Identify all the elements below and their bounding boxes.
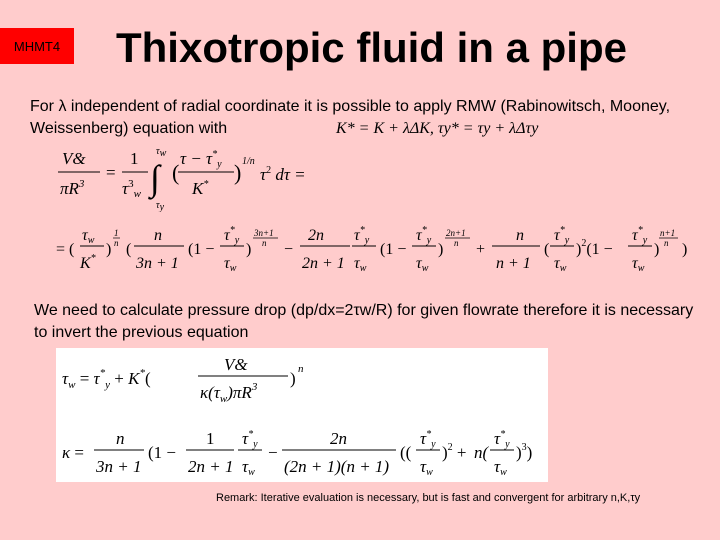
svg-text:πR3: $\pi R^3$ <box>60 178 85 198</box>
inverted-equations-box <box>56 348 548 482</box>
svg-text:τw = τ*y + K*(: $\tau_w = \tau^*_y + K^*$( <box>62 367 151 391</box>
svg-text:(: ( <box>544 241 550 258</box>
svg-text:n: n <box>114 238 119 248</box>
svg-text:τw: τw <box>354 255 367 274</box>
svg-text:)3): )$^3$) <box>516 442 533 462</box>
svg-text:= (: = ( <box>56 241 75 258</box>
svg-text:τw: τw <box>224 255 237 274</box>
svg-text:τ*y: $\tau^*_y$ <box>354 225 370 246</box>
svg-text:)2 +: )$^2$ + <box>442 442 467 462</box>
svg-text:n: n <box>516 227 524 244</box>
svg-text:τw: τw <box>242 457 255 478</box>
svg-text:n: n <box>262 238 267 248</box>
svg-text:2n: 2n <box>330 429 347 448</box>
svg-text:3n + 1: 3n + 1 <box>96 457 142 476</box>
svg-text:2n + 1: 2n + 1 <box>188 457 234 476</box>
svg-text:(1 −: (1 − <box>148 443 176 462</box>
svg-text:K*: K* <box>80 253 96 272</box>
svg-text:τ*y: $\tau^*_y$ <box>420 429 436 450</box>
svg-text:)2(1 −: )$^2$(1 − <box>576 238 613 258</box>
svg-text:τw: τw <box>156 146 167 159</box>
svg-text:τw: τw <box>416 255 429 274</box>
rmw-expanded-equation <box>56 216 696 282</box>
inline-equation: K* = K + λΔK, τy* = τy + λΔτy <box>336 120 539 137</box>
intro-paragraph: For λ independent of radial coordinate it is possible to apply RMW (Rabinowitsch, Mooney, Weissenberg) equation with <box>30 98 671 137</box>
svg-text:τ*y: $\tau^*_y$ <box>224 225 240 246</box>
svg-text:3n+1: 3n+1 <box>254 228 274 238</box>
svg-text:): ) <box>234 160 242 185</box>
svg-text:n: n <box>116 429 125 448</box>
svg-text:): ) <box>438 241 444 258</box>
svg-text:n: n <box>154 227 162 244</box>
svg-text:τ*y: $\tau^*_y$ <box>554 225 570 246</box>
svg-text:−: − <box>284 241 294 258</box>
svg-text:): ) <box>682 241 688 258</box>
svg-text:n: n <box>298 363 304 375</box>
svg-text:n + 1: n + 1 <box>496 255 531 272</box>
svg-text:K*: K* <box>192 179 209 198</box>
svg-text:κ(τw)πR3: $\kappa(\tau_w)\pi R^3$ <box>200 381 258 405</box>
svg-text:1/n: 1/n <box>242 156 255 167</box>
svg-text:τw: τw <box>494 457 507 478</box>
svg-text:(2n + 1)(n + 1): (2n + 1)(n + 1) <box>284 457 390 476</box>
svg-text:1: 1 <box>206 429 215 448</box>
svg-text:−: − <box>268 443 278 462</box>
svg-text:∫: ∫ <box>150 158 160 198</box>
svg-text:τ*y: $\tau^*_y$ <box>494 429 510 450</box>
svg-text:τ*y: $\tau^*_y$ <box>242 429 258 450</box>
svg-text:V&: V& <box>224 355 248 374</box>
svg-text:(1 −: (1 − <box>188 241 215 258</box>
svg-text:+: + <box>476 241 486 258</box>
svg-text:τ3w: $\tau^3_w$ <box>122 178 141 200</box>
svg-text:τ2 dτ =: $\tau^2$ dτ = <box>260 165 306 184</box>
svg-text:): ) <box>106 241 112 258</box>
second-paragraph: We need to calculate pressure drop (dp/dx=2τw/R) for given flowrate therefore it is necessary to invert the previous equation <box>34 302 694 341</box>
svg-text:=: = <box>106 163 116 182</box>
svg-text:n+1: n+1 <box>660 228 676 238</box>
svg-text:τ − τ*y: $\tau - \tau^*_y$ <box>180 149 222 170</box>
svg-text:κ =: κ = <box>62 443 85 462</box>
svg-text:2n + 1: 2n + 1 <box>302 255 345 272</box>
svg-text:τ*y: $\tau^*_y$ <box>632 225 648 246</box>
svg-text:2n: 2n <box>308 227 324 244</box>
svg-text:(: ( <box>126 241 132 258</box>
svg-text:n(: n( <box>474 443 489 462</box>
slide-badge: MHMT4 <box>0 28 74 64</box>
svg-text:(1 −: (1 − <box>380 241 407 258</box>
svg-text:(: ( <box>172 160 180 185</box>
page-title: Thixotropic fluid in a pipe <box>116 24 627 71</box>
svg-text:): ) <box>246 241 252 258</box>
svg-text:2n+1: 2n+1 <box>446 228 466 238</box>
svg-text:V&: V& <box>62 149 86 168</box>
svg-text:τw: τw <box>420 457 433 478</box>
svg-text:): ) <box>290 369 296 388</box>
svg-text:τw: τw <box>82 227 95 246</box>
svg-text:3n + 1: 3n + 1 <box>136 255 179 272</box>
svg-text:1: 1 <box>130 149 139 168</box>
svg-text:1: 1 <box>114 228 119 238</box>
svg-text:((: (( <box>400 443 412 462</box>
svg-text:τy: τy <box>156 200 165 212</box>
svg-text:n: n <box>454 238 459 248</box>
svg-text:): ) <box>654 241 660 258</box>
svg-text:n: n <box>664 238 669 248</box>
svg-text:τw: τw <box>632 255 645 274</box>
svg-text:τ*y: $\tau^*_y$ <box>416 225 432 246</box>
rmw-integral-equation <box>56 142 336 212</box>
svg-text:τw: τw <box>554 255 567 274</box>
remark-note: Remark: Iterative evaluation is necessary, but is fast and convergent for arbitrary n,K,τy <box>216 492 641 504</box>
